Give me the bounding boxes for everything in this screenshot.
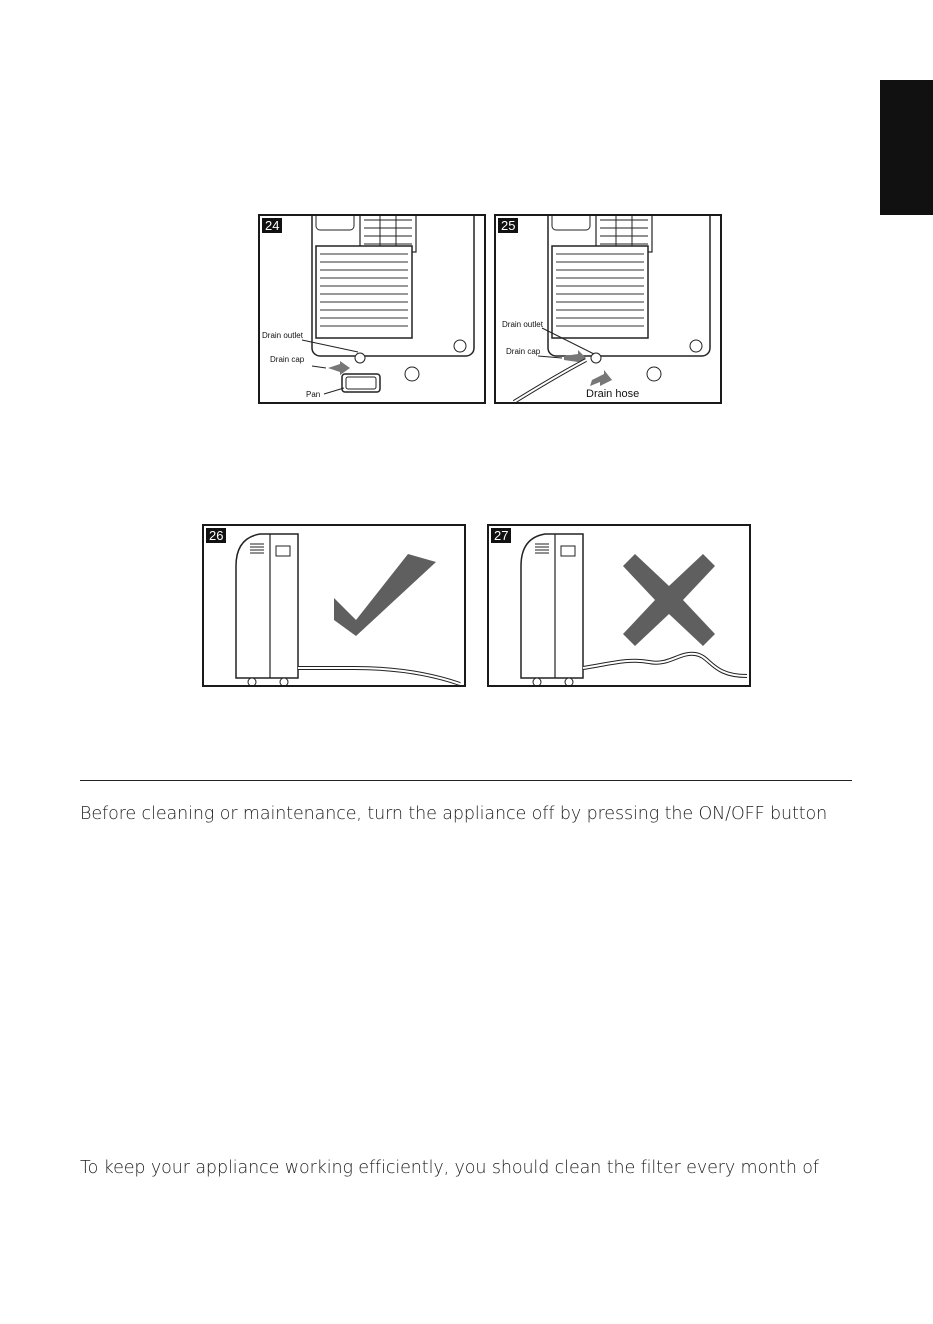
hose-incorrect-illustration: [489, 526, 751, 687]
figure-number: 25: [498, 218, 518, 233]
drain-outlet-label: Drain outlet: [502, 320, 543, 329]
figure-number: 26: [206, 528, 226, 543]
figure-24: [258, 214, 486, 404]
drain-hose-illustration: [496, 216, 720, 402]
cross-icon: [623, 554, 715, 646]
filter-paragraph: To keep your appliance working efficiently, you should clean the filter every month of: [80, 1158, 819, 1178]
maintenance-paragraph: Before cleaning or maintenance, turn the appliance off by pressing the ON/OFF button: [80, 804, 828, 824]
drain-cap-label: Drain cap: [270, 355, 305, 364]
figure-26: [202, 524, 466, 687]
drain-pan-illustration: [260, 216, 484, 402]
figure-27: [487, 524, 751, 687]
drain-outlet-label: Drain outlet: [262, 331, 303, 340]
check-icon: [334, 554, 436, 636]
drain-hose-label: Drain hose: [586, 388, 640, 400]
hose-correct-illustration: [204, 526, 466, 687]
pan-label: Pan: [306, 390, 321, 399]
section-divider: [80, 780, 852, 781]
language-tab: [880, 80, 933, 215]
drain-cap-label: Drain cap: [506, 347, 541, 356]
figure-25: [494, 214, 722, 404]
figure-number: 24: [262, 218, 282, 233]
figure-number: 27: [491, 528, 511, 543]
